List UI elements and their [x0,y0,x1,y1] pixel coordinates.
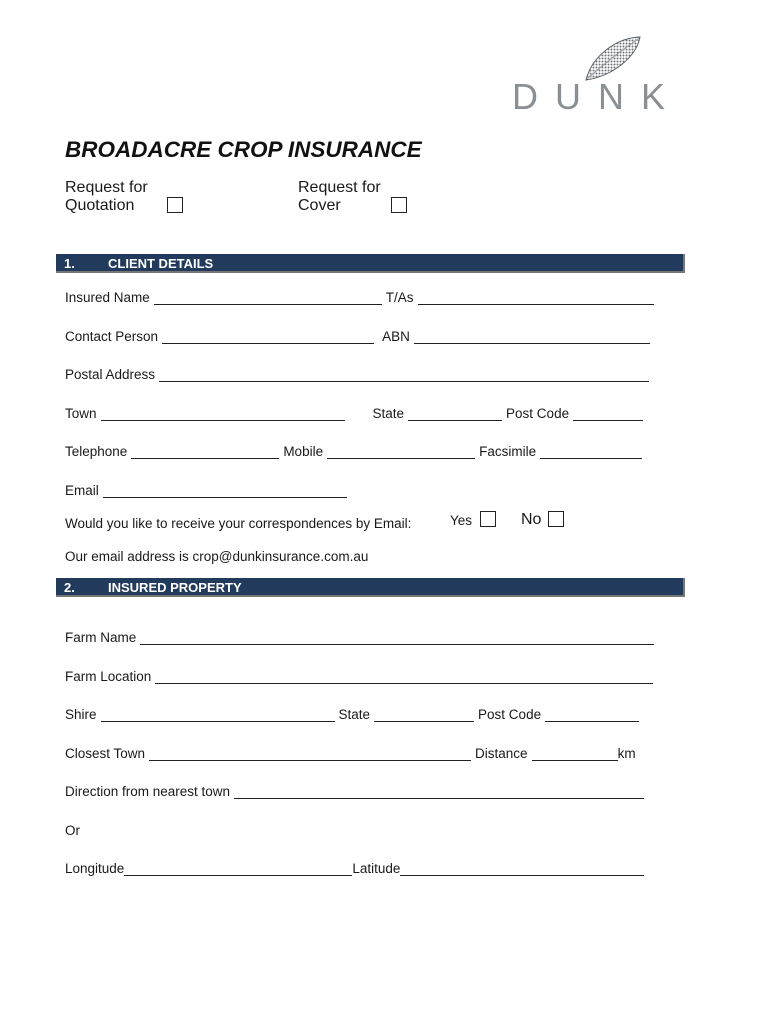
row-email-question [65,513,411,531]
ta-field[interactable] [418,291,654,305]
contact-person-label: Contact Person [65,329,159,344]
email-no-label: No [521,511,542,528]
or-label: Or [65,823,80,838]
row-contact-person [65,326,654,344]
section-insured-property [56,578,685,597]
property-post-code-field[interactable] [545,708,639,722]
row-email-note [65,546,368,564]
latitude-field[interactable] [400,862,644,876]
email-question-text: Would you like to receive your correspondences by Email: [65,516,412,531]
request-quotation-checkbox[interactable] [167,197,183,213]
request-cover-checkbox[interactable] [391,197,407,213]
facsimile-label: Facsimile [479,444,537,459]
row-shire [65,704,643,722]
closest-town-label: Closest Town [65,746,146,761]
row-farm-name [65,627,658,645]
section-client-details [56,254,685,273]
email-note-text: Our email address is crop@dunkinsurance.com.au [65,549,369,564]
longitude-label: Longitude [65,861,125,876]
distance-field[interactable] [532,747,618,761]
request-quotation-line2: Quotation [65,197,135,214]
row-telephone [65,441,646,459]
dunk-logo [508,36,683,116]
direction-field[interactable] [234,785,644,799]
email-no-checkbox[interactable] [548,511,564,527]
distance-label: Distance [475,746,528,761]
telephone-label: Telephone [65,444,128,459]
farm-name-field[interactable] [140,631,654,645]
row-farm-location [65,666,657,684]
email-yes-label: Yes [450,513,473,528]
row-postal-address [65,364,653,382]
section-number: 1. [64,256,75,271]
km-label: km [617,746,636,761]
row-coordinates [65,858,644,876]
shire-field[interactable] [101,708,335,722]
mobile-label: Mobile [283,444,324,459]
email-label: Email [65,483,99,498]
email-yes-checkbox[interactable] [480,511,496,527]
state-field[interactable] [408,407,502,421]
farm-location-label: Farm Location [65,669,152,684]
farm-location-field[interactable] [155,670,653,684]
farm-name-label: Farm Name [65,630,137,645]
longitude-field[interactable] [124,862,352,876]
contact-person-field[interactable] [162,330,374,344]
request-cover-line1: Request for [298,179,381,196]
ta-label: T/As [385,290,414,305]
property-state-field[interactable] [374,708,474,722]
state-label: State [372,406,405,421]
section-label: CLIENT DETAILS [108,256,214,271]
property-post-code-label: Post Code [478,707,542,722]
abn-field[interactable] [414,330,650,344]
row-direction [65,781,648,799]
section-label: INSURED PROPERTY [108,580,242,595]
row-insured-name [65,287,658,305]
insured-name-field[interactable] [154,291,382,305]
row-town [65,403,647,421]
latitude-label: Latitude [352,861,401,876]
request-quotation-line1: Request for [65,179,148,196]
request-cover-label [298,179,381,215]
mobile-field[interactable] [327,445,475,459]
direction-label: Direction from nearest town [65,784,231,799]
abn-label: ABN [382,329,410,344]
town-field[interactable] [101,407,345,421]
post-code-field[interactable] [573,407,643,421]
row-email [65,480,351,498]
property-state-label: State [338,707,371,722]
insured-name-label: Insured Name [65,290,150,305]
postal-address-label: Postal Address [65,367,156,382]
postal-address-field[interactable] [159,368,649,382]
telephone-field[interactable] [131,445,279,459]
row-or [65,820,80,838]
row-closest-town [65,743,636,761]
shire-label: Shire [65,707,97,722]
page-title: BROADACRE CROP INSURANCE [65,137,422,162]
request-cover-line2: Cover [298,197,341,214]
town-label: Town [65,406,97,421]
post-code-label: Post Code [506,406,570,421]
logo-wordmark: DUNK [512,76,683,117]
request-quotation-label [65,179,148,215]
closest-town-field[interactable] [149,747,471,761]
email-field[interactable] [103,484,347,498]
facsimile-field[interactable] [540,445,642,459]
section-number: 2. [64,580,75,595]
